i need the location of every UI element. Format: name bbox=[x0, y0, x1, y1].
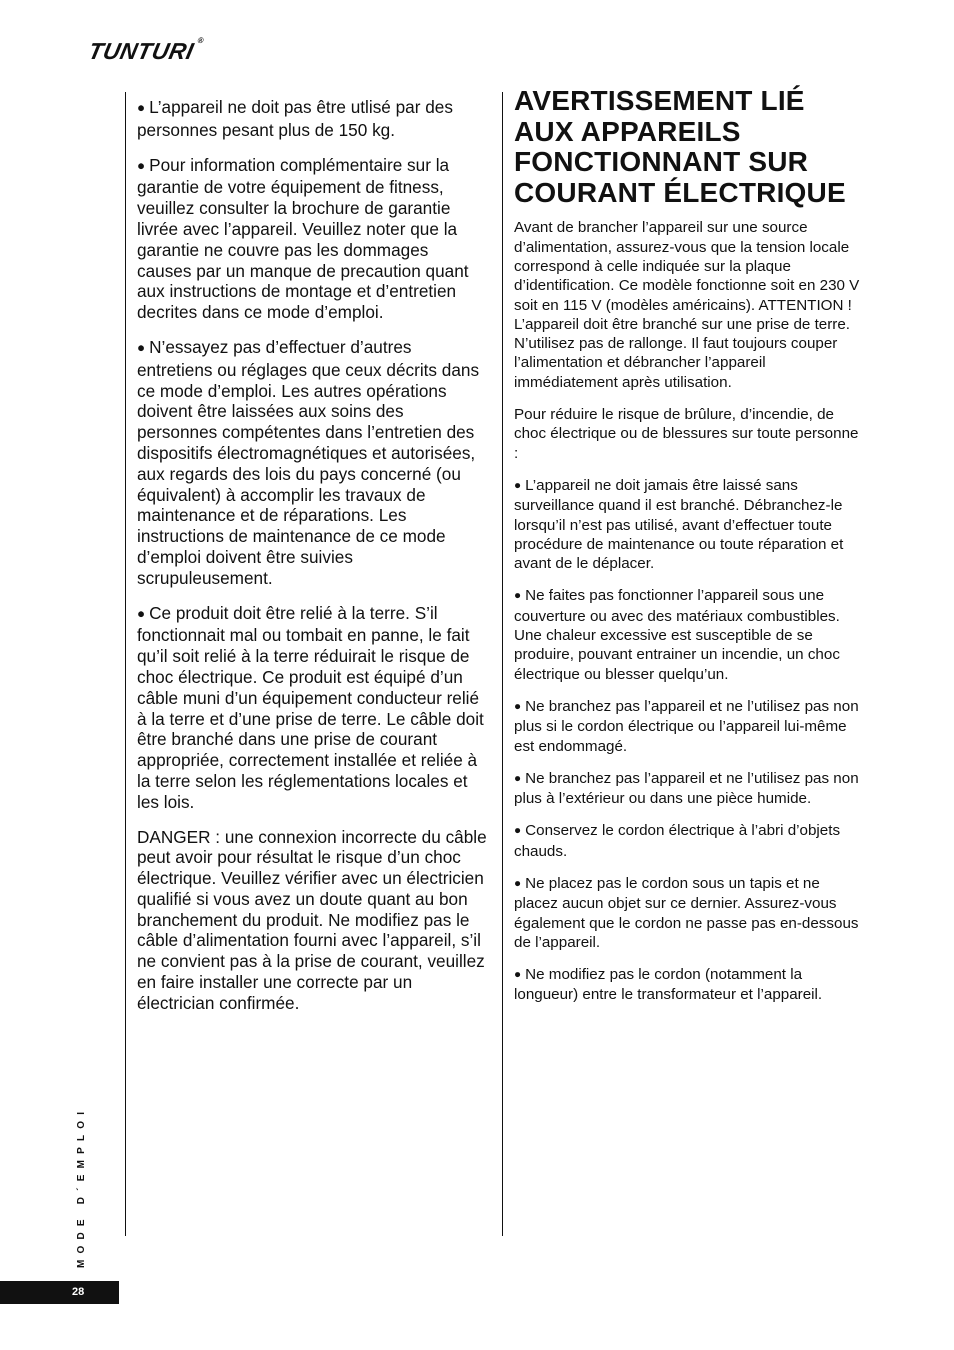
section-heading: AVERTISSEMENT LIÉ AUX APPAREILS FONCTIONNANT SUR COURANT ÉLECTRIQUE bbox=[514, 85, 846, 208]
side-label: MODE D´EMPLOI bbox=[76, 1105, 87, 1268]
left-bullet-warranty: ● Pour information complémentaire sur la garantie de votre équipement de fitness, veuillez consulter la brochure de garantie livrée avec l’appareil. Veuillez noter que la garantie ne couvre pas les dommages causes par un manque de precaution quant aux instructions de montage et d’entretien decrites dans ce mode d’emploi. bbox=[137, 155, 487, 323]
brand-logo-text: TUNTURI bbox=[86, 38, 197, 64]
brand-logo bbox=[86, 38, 205, 65]
right-bullet-covering: ● Ne faites pas fonctionner l’appareil sous une couverture ou avec des matériaux combustibles. Une chaleur excessive est susceptible de se produire, pouvant entrainer un incendie, un choc électrique ou blesser quelqu’un. bbox=[514, 586, 866, 683]
risk-paragraph: Pour réduire le risque de brûlure, d’incendie, de choc électrique ou de blessures sur toute personne : bbox=[514, 406, 859, 462]
right-bullet-outdoors: ● Ne branchez pas l’appareil et ne l’utilisez pas non plus à l’extérieur ou dans une pièce humide. bbox=[514, 769, 866, 809]
right-column bbox=[514, 86, 866, 1018]
intro-paragraph: Avant de brancher l’appareil sur une source d’alimentation, assurez-vous que la tension locale correspond à celle indiquée sur la plaque d’identification. Ce modèle fonctionne soit en 230 V soit en 115 V (modèles américains). ATTENTION ! L’appareil doit être branché sur une prise de terre. N’utilisez pas de rallonge. Il faut toujours couper l’alimentation et débrancher l’appareil immédiatement après utilisation. bbox=[514, 219, 860, 391]
center-divider bbox=[502, 92, 503, 1236]
right-bullet-carpet: ● Ne placez pas le cordon sous un tapis et ne placez aucun objet sur ce dernier. Assurez-vous également que le cordon ne passe pas en-dessous de l’appareil. bbox=[514, 874, 866, 952]
right-bullet-hot-objects: ● Conservez le cordon électrique à l’abri d’objets chauds. bbox=[514, 821, 866, 861]
right-bullet-damaged: ● Ne branchez pas l’appareil et ne l’utilisez pas non plus si le cordon électrique ou l’appareil lui-même est endommagé. bbox=[514, 697, 866, 756]
page-number-tab bbox=[0, 1281, 119, 1304]
left-bullet-grounding: ● Ce produit doit être relié à la terre. S’il fonctionnait mal ou tombait en panne, le fait qu’il soit relié à la terre réduirait le risque de choc électrique. Ce produit est équipé d’un câble muni d’un équipement conducteur relié à la terre et d’une prise de terre. Le câble doit être branché dans une prise de courant appropriée, correctement installée et reliée à la terre selon les réglementations locales et les lois. bbox=[137, 603, 487, 813]
page-number: 28 bbox=[72, 1286, 85, 1298]
left-bullet-weight-limit: ● L’appareil ne doit pas être utlisé par des personnes pesant plus de 150 kg. bbox=[137, 97, 487, 141]
right-bullet-modify-cord: ● Ne modifiez pas le cordon (notamment la longueur) entre le transformateur et l’appareil. bbox=[514, 965, 866, 1005]
registered-mark: ® bbox=[196, 36, 206, 45]
left-column bbox=[137, 97, 487, 1028]
left-danger-paragraph: DANGER : une connexion incorrecte du câble peut avoir pour résultat le risque d’un choc électrique. Veuillez vérifier avec un électricien qualifié si vous avez un doute quant au bon branchement du produit. Ne modifiez pas le câble d’alimentation fourni avec l’appareil, s’il ne convient pas à la prise de courant, veuillez en faire installer une correcte par un électrician confirmée. bbox=[137, 826, 487, 1013]
left-divider bbox=[125, 92, 126, 1236]
right-bullet-unattended: ● L’appareil ne doit jamais être laissé sans surveillance quand il est branché. Débranchez-le lorsqu’il n’est pas utilisé, avant d’effectuer toute procédure de maintenance ou toute réparation et avant de le déplacer. bbox=[514, 476, 866, 573]
left-bullet-maintenance: ● N’essayez pas d’effectuer d’autres entretiens ou réglages que ceux décrits dans ce mode d’emploi. Les autres opérations doivent être laissées aux soins des personnes compétentes dans l’entretien des dispositifs électromagnétiques et autorisées, aux regards des lois du pays concerné (ou équivalent) à accomplir les travaux de maintenance et de réparations. Les instructions de maintenance de ce mode d’emploi doivent être suivies scrupuleusement. bbox=[137, 337, 487, 589]
